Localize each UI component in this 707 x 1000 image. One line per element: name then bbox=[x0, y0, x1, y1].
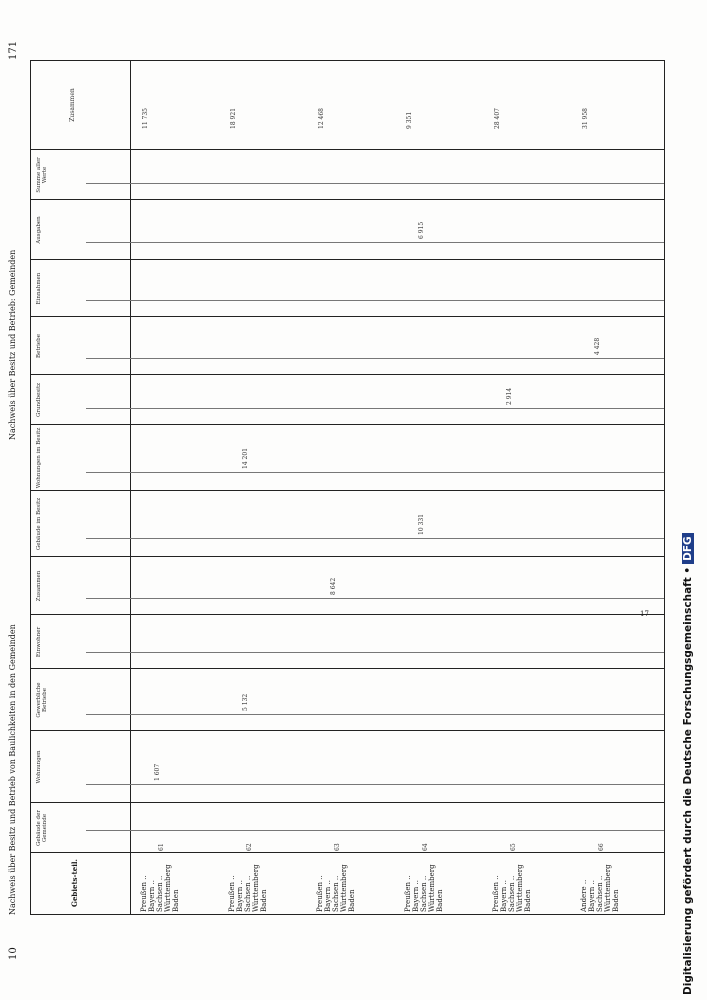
column-header-11: Ausgaben bbox=[36, 216, 42, 244]
column-header-3: Gewerbliche Betriebe bbox=[36, 682, 48, 718]
group-number-66: 66 bbox=[598, 843, 605, 851]
table-value: 5 132 bbox=[242, 693, 249, 711]
column-header-1: Gebäude der Gemeinde bbox=[36, 810, 48, 846]
page-title-mid: Nachweis über Besitz und Betrieb: Gemeinden bbox=[8, 249, 17, 440]
column-header-12: Summe aller Werte bbox=[36, 157, 48, 193]
column-header-8: Grundbesitz bbox=[36, 382, 42, 418]
stub-caption: Gebiets-teil. bbox=[70, 859, 79, 907]
group-65: Preußen .. Bayern .. Sachsen .. Württemberg Baden bbox=[492, 864, 532, 912]
column-header-4: Einwohner bbox=[36, 626, 42, 658]
column-header-6: Gebäude im Besitz bbox=[36, 497, 42, 551]
column-header-5: Zusammen bbox=[36, 570, 42, 602]
column-header-9: Betriebe bbox=[36, 334, 42, 358]
dfg-logo: DFG bbox=[682, 533, 694, 564]
page-mark: 17 bbox=[640, 610, 649, 618]
group-number-65: 65 bbox=[510, 843, 517, 851]
statistics-table bbox=[30, 60, 665, 915]
table-value: 8 642 bbox=[330, 577, 337, 595]
side-caption: Zusammen bbox=[69, 88, 76, 122]
group-number-62: 62 bbox=[246, 843, 253, 851]
table-value: 1 607 bbox=[154, 763, 161, 781]
group-total-63: 12 468 bbox=[318, 108, 325, 129]
group-63: Preußen .. Bayern .. Sachsen .. Württemberg Baden bbox=[316, 864, 356, 912]
group-total-62: 18 921 bbox=[230, 108, 237, 129]
group-number-61: 61 bbox=[158, 843, 165, 851]
group-66: Andere .. Bayern .. Sachsen .. Württemberg Baden bbox=[580, 864, 620, 912]
column-header-7: Wohnungen im Besitz bbox=[36, 427, 42, 489]
table-value: 14 201 bbox=[242, 448, 249, 469]
group-64: Preußen .. Bayern .. Sachsen .. Württemberg Baden bbox=[404, 864, 444, 912]
group-number-63: 63 bbox=[334, 843, 341, 851]
group-61: Preußen .. Bayern .. Sachsen .. Württemberg Baden bbox=[140, 864, 180, 912]
group-total-64: 9 351 bbox=[406, 111, 413, 129]
table-value: 6 915 bbox=[418, 221, 425, 239]
page-title-left: Nachweis über Besitz und Betrieb von Baulichkeiten in den Gemeinden bbox=[8, 624, 17, 915]
column-header-10: Einnahmen bbox=[36, 272, 42, 305]
group-62: Preußen .. Bayern .. Sachsen .. Württemberg Baden bbox=[228, 864, 268, 912]
digitization-note bbox=[682, 533, 694, 995]
table-value: 10 331 bbox=[418, 514, 425, 535]
page-number-left: 10 bbox=[8, 947, 19, 960]
group-number-64: 64 bbox=[422, 843, 429, 851]
page-number-right: 171 bbox=[8, 40, 19, 60]
column-header-2: Wohnungen bbox=[36, 750, 42, 784]
group-total-66: 31 958 bbox=[582, 108, 589, 129]
group-total-61: 11 735 bbox=[142, 108, 149, 129]
table-value: 2 914 bbox=[506, 387, 513, 405]
table-value: 4 428 bbox=[594, 337, 601, 355]
group-total-65: 28 407 bbox=[494, 108, 501, 129]
digitization-text: Digitalisierung gefördert durch die Deutsche Forschungsgemeinschaft • bbox=[682, 566, 694, 995]
